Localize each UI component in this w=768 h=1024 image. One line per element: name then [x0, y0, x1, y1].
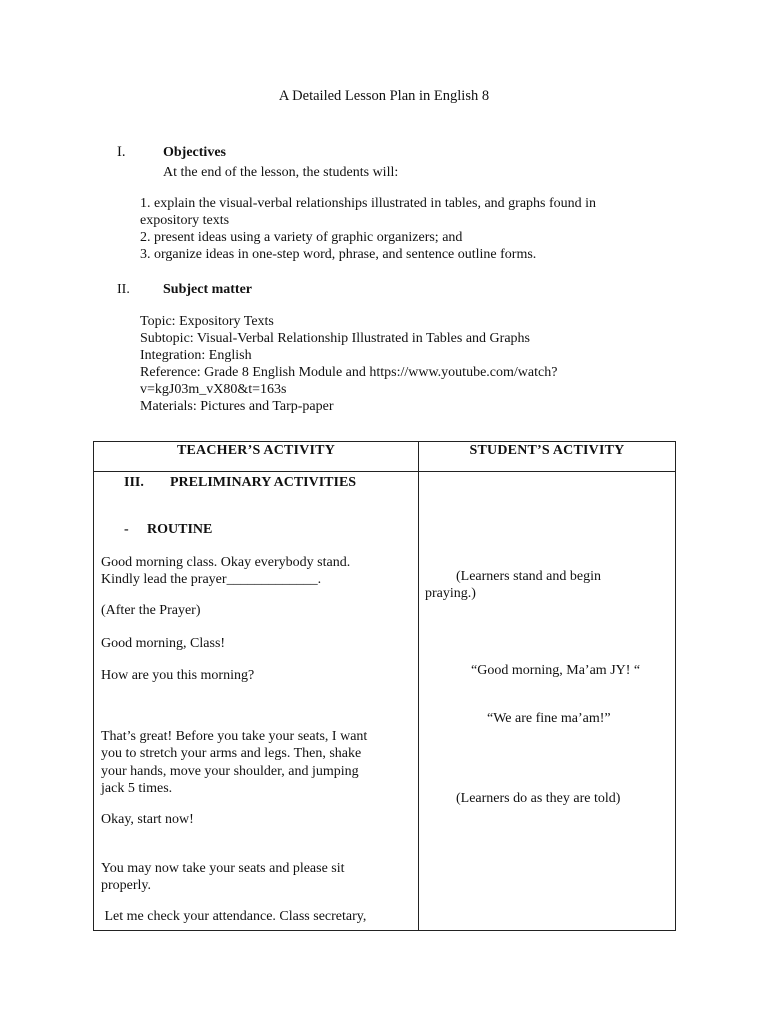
subject-integration: Integration: English	[140, 348, 252, 363]
subject-reference-continued: v=kgJ03m_vX80&t=163s	[140, 382, 287, 397]
teacher-line: Okay, start now!	[101, 812, 194, 827]
objective-item-2: 2. present ideas using a variety of graphic organizers; and	[140, 230, 463, 245]
subject-materials: Materials: Pictures and Tarp-paper	[140, 399, 334, 414]
student-activity-header: STUDENT’S ACTIVITY	[419, 442, 676, 472]
teacher-activity-header: TEACHER’S ACTIVITY	[94, 442, 419, 472]
teacher-line: Kindly lead the prayer_____________.	[101, 572, 322, 587]
preliminary-heading: PRELIMINARY ACTIVITIES	[170, 475, 357, 490]
teacher-line: You may now take your seats and please sit	[101, 861, 345, 876]
activity-table-body-row	[94, 472, 676, 931]
page-title: A Detailed Lesson Plan in English 8	[278, 88, 490, 104]
preliminary-numeral: III.	[124, 475, 144, 490]
teacher-line: How are you this morning?	[101, 668, 255, 683]
teacher-line: your hands, move your shoulder, and jumping	[101, 764, 359, 779]
teacher-line: Good morning class. Okay everybody stand.	[101, 555, 351, 570]
student-line: “Good morning, Ma’am JY! “	[471, 663, 641, 678]
routine-heading: ROUTINE	[147, 522, 213, 537]
subject-subtopic: Subtopic: Visual-Verbal Relationship Illustrated in Tables and Graphs	[140, 331, 530, 346]
teacher-line: you to stretch your arms and legs. Then, shake	[101, 746, 362, 761]
teacher-line: Good morning, Class!	[101, 636, 226, 651]
routine-dash: -	[124, 522, 129, 537]
activity-table	[93, 441, 676, 931]
teacher-line: (After the Prayer)	[101, 603, 201, 618]
subject-matter-numeral: II.	[117, 282, 130, 297]
objectives-heading: Objectives	[163, 145, 226, 160]
objectives-intro: At the end of the lesson, the students will:	[163, 165, 399, 180]
subject-reference: Reference: Grade 8 English Module and https://www.youtube.com/watch?	[140, 365, 558, 380]
teacher-line: jack 5 times.	[101, 781, 173, 796]
student-line: praying.)	[425, 586, 476, 601]
teacher-activity-cell	[94, 472, 419, 931]
student-line: “We are fine ma’am!”	[487, 711, 611, 726]
objective-item-1: 1. explain the visual-verbal relationships illustrated in tables, and graphs found in	[140, 196, 597, 211]
subject-topic: Topic: Expository Texts	[140, 314, 274, 329]
activity-table-header-row	[94, 442, 676, 472]
teacher-line: Let me check your attendance. Class secretary,	[101, 909, 367, 924]
subject-matter-heading: Subject matter	[163, 282, 253, 297]
objectives-numeral: I.	[117, 144, 126, 160]
student-activity-cell	[419, 472, 676, 931]
student-line: (Learners stand and begin	[456, 569, 601, 584]
objective-item-3: 3. organize ideas in one-step word, phrase, and sentence outline forms.	[140, 247, 537, 262]
objective-item-1-continued: expository texts	[140, 213, 230, 228]
teacher-line: properly.	[101, 878, 152, 893]
teacher-line: That’s great! Before you take your seats, I want	[101, 729, 368, 744]
student-line: (Learners do as they are told)	[456, 791, 621, 806]
